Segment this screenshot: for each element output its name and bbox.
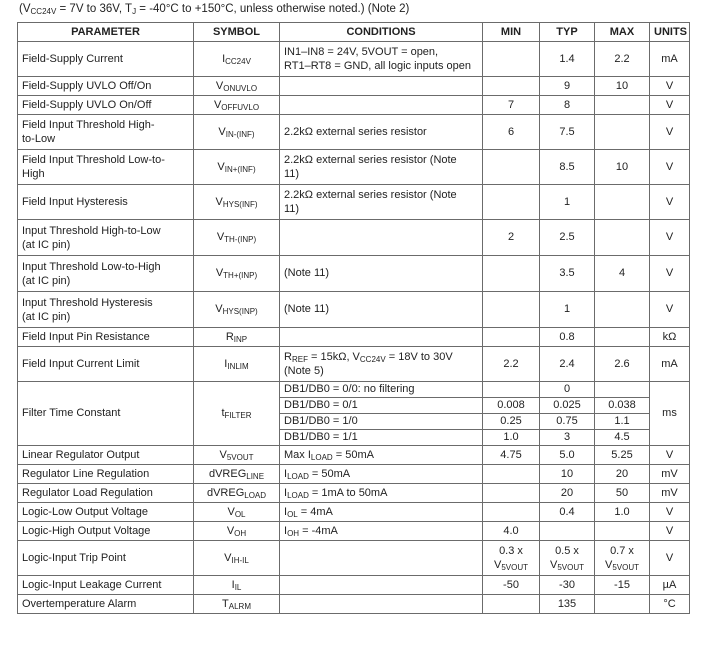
table-row bbox=[18, 220, 690, 256]
max-cell: 4 bbox=[595, 256, 650, 292]
col-conditions: CONDITIONS bbox=[280, 23, 483, 42]
min-cell bbox=[483, 382, 540, 398]
table-row bbox=[18, 446, 690, 465]
condition-cell bbox=[280, 220, 483, 256]
param-cell: Linear Regulator Output bbox=[18, 446, 194, 465]
max-cell bbox=[595, 292, 650, 328]
symbol-cell: $V_{OH}$ bbox=[194, 522, 280, 541]
unit-cell: V bbox=[650, 256, 690, 292]
max-cell: 2.2 bbox=[595, 42, 650, 77]
condition-cell: $I_{OH} = -4mA$ bbox=[280, 522, 483, 541]
condition-cell bbox=[280, 595, 483, 614]
typ-cell: 3 bbox=[540, 430, 595, 446]
max-cell: 20 bbox=[595, 465, 650, 484]
condition-cell: 2.2kΩ external series resistor (Note 11) bbox=[280, 185, 483, 220]
min-cell bbox=[483, 465, 540, 484]
table-row bbox=[18, 595, 690, 614]
max-cell: 1.0 bbox=[595, 503, 650, 522]
max-cell: 1.1 bbox=[595, 414, 650, 430]
condition-cell: DB1/DB0 = 0/0: no filtering bbox=[280, 382, 483, 398]
max-cell: 0.7 x $V_{5VOUT}$ bbox=[595, 541, 650, 576]
param-cell: Regulator Load Regulation bbox=[18, 484, 194, 503]
table-row bbox=[18, 256, 690, 292]
condition-cell: $I_{OL} = 4mA$ bbox=[280, 503, 483, 522]
param-cell: Field-Supply UVLO On/Off bbox=[18, 96, 194, 115]
typ-cell: -30 bbox=[540, 576, 595, 595]
min-cell bbox=[483, 77, 540, 96]
symbol-cell: $R_{INP}$ bbox=[194, 328, 280, 347]
min-cell: 0.25 bbox=[483, 414, 540, 430]
max-cell bbox=[595, 328, 650, 347]
max-cell bbox=[595, 595, 650, 614]
unit-cell: V bbox=[650, 96, 690, 115]
typ-cell: 3.5 bbox=[540, 256, 595, 292]
param-cell: Field Input Threshold Low-to- High bbox=[18, 150, 194, 185]
max-cell bbox=[595, 382, 650, 398]
symbol-cell: $t_{FILTER}$ bbox=[194, 382, 280, 446]
table-row bbox=[18, 150, 690, 185]
symbol-cell: $V_{TH+(INP)}$ bbox=[194, 256, 280, 292]
symbol-cell: $V_{OFFUVLO}$ bbox=[194, 96, 280, 115]
param-cell: Field-Supply Current bbox=[18, 42, 194, 77]
symbol-cell: $I_{INLIM}$ bbox=[194, 347, 280, 382]
condition-cell: (Note 11) bbox=[280, 256, 483, 292]
max-cell bbox=[595, 115, 650, 150]
table-row bbox=[18, 382, 690, 398]
unit-cell: µA bbox=[650, 576, 690, 595]
max-cell: 5.25 bbox=[595, 446, 650, 465]
table-row bbox=[18, 115, 690, 150]
param-cell: Regulator Line Regulation bbox=[18, 465, 194, 484]
header-row bbox=[18, 23, 690, 42]
max-cell bbox=[595, 220, 650, 256]
table-row bbox=[18, 465, 690, 484]
unit-cell: kΩ bbox=[650, 328, 690, 347]
param-cell: Field Input Hysteresis bbox=[18, 185, 194, 220]
typ-cell: 7.5 bbox=[540, 115, 595, 150]
min-cell bbox=[483, 256, 540, 292]
symbol-cell: $I_{CC24V}$ bbox=[194, 42, 280, 77]
table-row bbox=[18, 96, 690, 115]
unit-cell: mA bbox=[650, 42, 690, 77]
min-cell: -50 bbox=[483, 576, 540, 595]
param-cell: Input Threshold High-to-Low (at IC pin) bbox=[18, 220, 194, 256]
typ-cell: 0.025 bbox=[540, 398, 595, 414]
param-cell: Input Threshold Hysteresis (at IC pin) bbox=[18, 292, 194, 328]
param-cell: Filter Time Constant bbox=[18, 382, 194, 446]
min-cell: 0.3 x $V_{5VOUT}$ bbox=[483, 541, 540, 576]
table-row bbox=[18, 541, 690, 576]
symbol-cell: dVREG$_{LOAD}$ bbox=[194, 484, 280, 503]
param-cell: Field Input Current Limit bbox=[18, 347, 194, 382]
typ-cell: 2.4 bbox=[540, 347, 595, 382]
typ-cell: 20 bbox=[540, 484, 595, 503]
unit-cell: V bbox=[650, 150, 690, 185]
table-row bbox=[18, 576, 690, 595]
condition-cell bbox=[280, 328, 483, 347]
max-cell: 10 bbox=[595, 77, 650, 96]
symbol-cell: $T_{ALRM}$ bbox=[194, 595, 280, 614]
symbol-cell: $V_{IH-IL}$ bbox=[194, 541, 280, 576]
symbol-cell: $V_{IN-(INF)}$ bbox=[194, 115, 280, 150]
min-cell: 0.008 bbox=[483, 398, 540, 414]
typ-cell: 0.4 bbox=[540, 503, 595, 522]
min-cell bbox=[483, 185, 540, 220]
condition-cell: IN1–IN8 = 24V, 5VOUT = open, RT1–RT8 = GND, all logic inputs open bbox=[280, 42, 483, 77]
symbol-cell: dVREG$_{LINE}$ bbox=[194, 465, 280, 484]
conditions-note: ($V_{CC24V} = 7V$ to 36V, $T_J = -40^\circ C$ to +150°C, unless otherwise noted.) (Note 2) bbox=[19, 3, 410, 16]
max-cell: 10 bbox=[595, 150, 650, 185]
param-cell: Logic-Input Leakage Current bbox=[18, 576, 194, 595]
unit-cell: °C bbox=[650, 595, 690, 614]
min-cell bbox=[483, 595, 540, 614]
symbol-cell: $V_{5VOUT}$ bbox=[194, 446, 280, 465]
min-cell: 6 bbox=[483, 115, 540, 150]
col-symbol: SYMBOL bbox=[194, 23, 280, 42]
symbol-cell: $V_{OL}$ bbox=[194, 503, 280, 522]
table-row bbox=[18, 77, 690, 96]
typ-cell: 9 bbox=[540, 77, 595, 96]
max-cell: 0.038 bbox=[595, 398, 650, 414]
typ-cell bbox=[540, 522, 595, 541]
condition-cell bbox=[280, 541, 483, 576]
max-cell: 2.6 bbox=[595, 347, 650, 382]
param-cell: Field-Supply UVLO Off/On bbox=[18, 77, 194, 96]
min-cell bbox=[483, 484, 540, 503]
typ-cell: 8 bbox=[540, 96, 595, 115]
symbol-cell: $V_{IN+(INF)}$ bbox=[194, 150, 280, 185]
param-cell: Logic-Input Trip Point bbox=[18, 541, 194, 576]
unit-cell: V bbox=[650, 503, 690, 522]
table-row bbox=[18, 292, 690, 328]
typ-cell: 0.75 bbox=[540, 414, 595, 430]
max-cell bbox=[595, 522, 650, 541]
col-units: UNITS bbox=[650, 23, 690, 42]
max-cell bbox=[595, 96, 650, 115]
typ-cell: 0.5 x $V_{5VOUT}$ bbox=[540, 541, 595, 576]
unit-cell: ms bbox=[650, 382, 690, 446]
param-cell: Field Input Pin Resistance bbox=[18, 328, 194, 347]
unit-cell: V bbox=[650, 185, 690, 220]
condition-cell: $I_{LOAD} = 50mA$ bbox=[280, 465, 483, 484]
min-cell: 4.75 bbox=[483, 446, 540, 465]
symbol-cell: $V_{HYS(INP)}$ bbox=[194, 292, 280, 328]
min-cell: 1.0 bbox=[483, 430, 540, 446]
col-parameter: PARAMETER bbox=[18, 23, 194, 42]
table-row bbox=[18, 522, 690, 541]
condition-cell bbox=[280, 576, 483, 595]
condition-cell: 2.2kΩ external series resistor bbox=[280, 115, 483, 150]
col-max: MAX bbox=[595, 23, 650, 42]
typ-cell: 1.4 bbox=[540, 42, 595, 77]
typ-cell: 0 bbox=[540, 382, 595, 398]
min-cell bbox=[483, 150, 540, 185]
unit-cell: V bbox=[650, 541, 690, 576]
typ-cell: 135 bbox=[540, 595, 595, 614]
param-cell: Logic-Low Output Voltage bbox=[18, 503, 194, 522]
min-cell: 4.0 bbox=[483, 522, 540, 541]
condition-cell: (Note 11) bbox=[280, 292, 483, 328]
typ-cell: 8.5 bbox=[540, 150, 595, 185]
table-row bbox=[18, 42, 690, 77]
typ-cell: 1 bbox=[540, 185, 595, 220]
symbol-cell: $V_{ONUVLO}$ bbox=[194, 77, 280, 96]
condition-cell: 2.2kΩ external series resistor (Note 11) bbox=[280, 150, 483, 185]
condition-cell: $R_{REF} = 15k\Omega$, $V_{CC24V} = 18V$ to 30V (Note 5) bbox=[280, 347, 483, 382]
min-cell bbox=[483, 42, 540, 77]
unit-cell: V bbox=[650, 115, 690, 150]
table-row bbox=[18, 503, 690, 522]
condition-cell bbox=[280, 96, 483, 115]
unit-cell: V bbox=[650, 77, 690, 96]
condition-cell: DB1/DB0 = 0/1 bbox=[280, 398, 483, 414]
condition-cell bbox=[280, 77, 483, 96]
condition-cell: Max $I_{LOAD} = 50mA$ bbox=[280, 446, 483, 465]
param-cell: Overtemperature Alarm bbox=[18, 595, 194, 614]
min-cell: 2.2 bbox=[483, 347, 540, 382]
condition-cell: $I_{LOAD} = 1mA$ to 50mA bbox=[280, 484, 483, 503]
condition-cell: DB1/DB0 = 1/0 bbox=[280, 414, 483, 430]
min-cell bbox=[483, 503, 540, 522]
typ-cell: 2.5 bbox=[540, 220, 595, 256]
electrical-characteristics-table bbox=[17, 22, 690, 614]
min-cell bbox=[483, 292, 540, 328]
col-typ: TYP bbox=[540, 23, 595, 42]
symbol-cell: $I_{IL}$ bbox=[194, 576, 280, 595]
max-cell: 4.5 bbox=[595, 430, 650, 446]
max-cell: 50 bbox=[595, 484, 650, 503]
max-cell: -15 bbox=[595, 576, 650, 595]
symbol-cell: $V_{TH-(INP)}$ bbox=[194, 220, 280, 256]
max-cell bbox=[595, 185, 650, 220]
table-row bbox=[18, 185, 690, 220]
param-cell: Field Input Threshold High- to-Low bbox=[18, 115, 194, 150]
condition-cell: DB1/DB0 = 1/1 bbox=[280, 430, 483, 446]
typ-cell: 0.8 bbox=[540, 328, 595, 347]
table-row bbox=[18, 347, 690, 382]
unit-cell: V bbox=[650, 220, 690, 256]
unit-cell: mV bbox=[650, 465, 690, 484]
unit-cell: mA bbox=[650, 347, 690, 382]
unit-cell: V bbox=[650, 522, 690, 541]
unit-cell: V bbox=[650, 446, 690, 465]
typ-cell: 10 bbox=[540, 465, 595, 484]
param-cell: Logic-High Output Voltage bbox=[18, 522, 194, 541]
min-cell: 7 bbox=[483, 96, 540, 115]
table-row bbox=[18, 484, 690, 503]
unit-cell: mV bbox=[650, 484, 690, 503]
min-cell bbox=[483, 328, 540, 347]
min-cell: 2 bbox=[483, 220, 540, 256]
typ-cell: 5.0 bbox=[540, 446, 595, 465]
col-min: MIN bbox=[483, 23, 540, 42]
unit-cell: V bbox=[650, 292, 690, 328]
typ-cell: 1 bbox=[540, 292, 595, 328]
symbol-cell: $V_{HYS(INF)}$ bbox=[194, 185, 280, 220]
param-cell: Input Threshold Low-to-High (at IC pin) bbox=[18, 256, 194, 292]
table-row bbox=[18, 328, 690, 347]
